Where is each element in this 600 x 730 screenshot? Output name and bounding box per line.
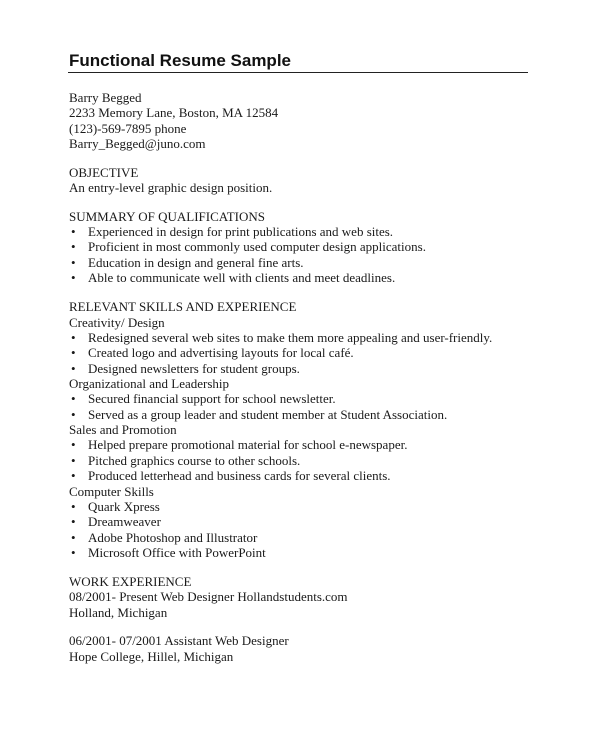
resume-body <box>69 90 539 664</box>
skill-group-label: Creativity/ Design <box>69 314 165 330</box>
contact-name: Barry Begged <box>69 90 142 105</box>
job-title: 08/2001- Present Web Designer Hollandstudents.com <box>69 589 348 605</box>
bullet-icon: • <box>71 545 76 561</box>
list-item-text: Designed newsletters for student groups. <box>88 360 300 376</box>
list-item-text: Education in design and general fine arts. <box>88 254 304 270</box>
summary-section <box>69 209 539 286</box>
list-item <box>69 255 539 270</box>
job-entry <box>69 633 539 664</box>
contact-block <box>69 90 539 151</box>
list-item <box>69 391 539 406</box>
bullet-icon: • <box>71 270 76 286</box>
list-item <box>69 361 539 376</box>
contact-address: 2233 Memory Lane, Boston, MA 12584 <box>69 105 279 121</box>
list-item-text: Produced letterhead and business cards for several clients. <box>88 468 391 484</box>
objective-text: An entry-level graphic design position. <box>69 179 273 195</box>
bullet-icon: • <box>71 391 76 407</box>
bullet-icon: • <box>71 329 76 345</box>
contact-email: Barry_Begged@juno.com <box>69 135 206 151</box>
list-item-text: Quark Xpress <box>88 498 160 514</box>
list-item-text: Pitched graphics course to other schools. <box>88 452 301 468</box>
list-item-text: Helped prepare promotional material for school e-newspaper. <box>88 437 408 453</box>
bullet-list <box>69 499 539 561</box>
list-item <box>69 239 539 254</box>
list-item-text: Proficient in most commonly used computer design applications. <box>88 239 426 255</box>
list-item <box>69 407 539 422</box>
job-location: Hope College, Hillel, Michigan <box>69 648 234 664</box>
objective-section <box>69 165 539 196</box>
skill-group-label: Sales and Promotion <box>69 422 177 438</box>
list-item <box>69 224 539 239</box>
bullet-icon: • <box>71 254 76 270</box>
skill-group-label: Organizational and Leadership <box>69 376 230 392</box>
bullet-icon: • <box>71 345 76 361</box>
work-section <box>69 574 539 664</box>
bullet-list <box>69 437 539 483</box>
job-location: Holland, Michigan <box>69 604 168 620</box>
list-item <box>69 437 539 452</box>
list-item-text: Secured financial support for school newsletter. <box>88 391 336 407</box>
bullet-icon: • <box>71 239 76 255</box>
list-item <box>69 453 539 468</box>
list-item-text: Created logo and advertising layouts for local café. <box>88 345 354 361</box>
contact-phone: (123)-569-7895 phone <box>69 120 187 136</box>
list-item <box>69 514 539 529</box>
list-item <box>69 530 539 545</box>
list-item-text: Adobe Photoshop and Illustrator <box>88 529 258 545</box>
bullet-list <box>69 330 539 376</box>
list-item-text: Redesigned several web sites to make them more appealing and user-friendly. <box>88 329 493 345</box>
bullet-icon: • <box>71 437 76 453</box>
bullet-icon: • <box>71 514 76 530</box>
list-item <box>69 468 539 483</box>
work-heading: WORK EXPERIENCE <box>69 574 192 590</box>
bullet-list <box>69 391 539 422</box>
bullet-icon: • <box>71 529 76 545</box>
list-item <box>69 499 539 514</box>
list-item-text: Microsoft Office with PowerPoint <box>88 545 266 561</box>
title-divider <box>68 72 528 73</box>
list-item-text: Dreamweaver <box>88 514 161 530</box>
bullet-icon: • <box>71 468 76 484</box>
bullet-icon: • <box>71 452 76 468</box>
skill-group-label: Computer Skills <box>69 483 154 499</box>
bullet-icon: • <box>71 224 76 240</box>
list-item <box>69 270 539 285</box>
summary-heading: SUMMARY OF QUALIFICATIONS <box>69 208 265 224</box>
list-item <box>69 545 539 560</box>
bullet-icon: • <box>71 498 76 514</box>
bullet-icon: • <box>71 406 76 422</box>
list-item <box>69 330 539 345</box>
job-entry <box>69 589 539 620</box>
skills-heading: RELEVANT SKILLS AND EXPERIENCE <box>69 299 297 315</box>
skills-section <box>69 299 539 560</box>
objective-heading: OBJECTIVE <box>69 164 139 180</box>
document-title: Functional Resume Sample <box>69 51 291 70</box>
list-item-text: Served as a group leader and student member at Student Association. <box>88 406 448 422</box>
job-title: 06/2001- 07/2001 Assistant Web Designer <box>69 633 289 649</box>
list-item-text: Experienced in design for print publications and web sites. <box>88 224 394 240</box>
list-item-text: Able to communicate well with clients and meet deadlines. <box>88 270 396 286</box>
bullet-icon: • <box>71 360 76 376</box>
bullet-list <box>69 224 539 286</box>
list-item <box>69 345 539 360</box>
